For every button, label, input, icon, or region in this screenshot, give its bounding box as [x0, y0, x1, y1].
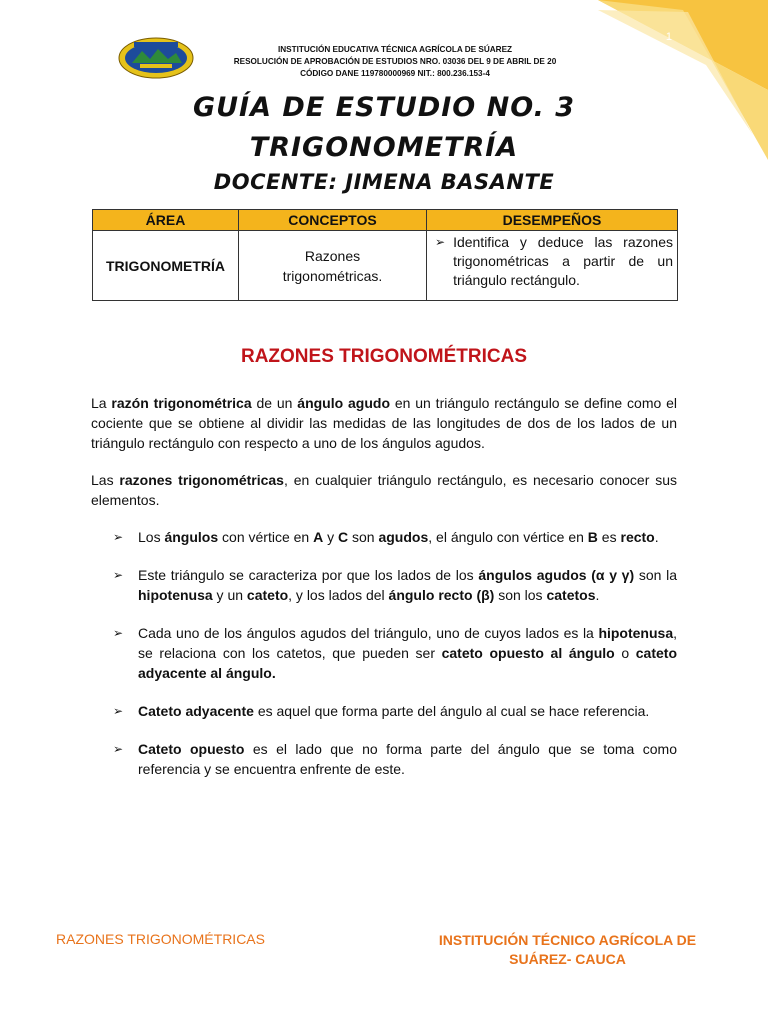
- header-concepts: CONCEPTOS: [239, 210, 427, 231]
- cell-performance: [427, 231, 678, 301]
- teacher-title: DOCENTE: JIMENA BASANTE: [213, 170, 555, 194]
- list-item: ➢ Cateto adyacente es aquel que forma parte del ángulo al cual se hace referencia.: [113, 703, 650, 719]
- footer-institution: INSTITUCIÓN TÉCNICO AGRÍCOLA DE SUÁREZ- CAUCA: [438, 932, 697, 967]
- arrow-bullet-icon: ➢: [113, 530, 124, 544]
- institution-code: CÓDIGO DANE 119780000969 NIT.: 800.236.153-4: [300, 69, 490, 78]
- page-number: 1: [665, 31, 672, 43]
- cell-area: TRIGONOMETRÍA: [93, 231, 239, 301]
- info-table-row: [93, 231, 678, 301]
- arrow-bullet-icon: ➢: [113, 742, 124, 756]
- arrow-bullet-icon: ➢: [113, 704, 124, 718]
- guide-title: GUÍA DE ESTUDIO NO. 3: [192, 92, 576, 123]
- list-item: ➢ Cada uno de los ángulos agudos del triángulo, uno de cuyos lados es la hipotenusa, se relaciona con los catetos, que pueden ser cateto opuesto al ángulo o cateto adyacente al ángulo.: [113, 625, 677, 681]
- list-item: ➢ Los ángulos con vértice en A y C son agudos, el ángulo con vértice en B es recto.: [113, 529, 659, 545]
- header-area: ÁREA: [93, 210, 239, 231]
- elements-list: [91, 527, 677, 779]
- list-item: ➢ Este triángulo se caracteriza por que los lados de los ángulos agudos (α y γ) son la hipotenusa y un cateto, y los lados del ángulo recto (β) son los catetos.: [113, 567, 678, 603]
- arrow-bullet-icon: ➢: [435, 235, 446, 249]
- institution-resolution: RESOLUCIÓN DE APROBACIÓN DE ESTUDIOS NRO. 03036 DEL 9 DE ABRIL DE 20: [233, 57, 557, 66]
- arrow-bullet-icon: ➢: [113, 568, 124, 582]
- cell-concepts: [239, 231, 427, 301]
- info-table-header: [93, 210, 678, 231]
- concepts-text: Razones trigonométricas.: [282, 247, 383, 284]
- info-table: [92, 209, 678, 301]
- arrow-bullet-icon: ➢: [113, 626, 124, 640]
- header-performance: DESEMPEÑOS: [427, 210, 678, 231]
- elements-paragraph: Las razones trigonométricas, en cualquier triángulo rectángulo, es necesario conocer sus elementos.: [91, 472, 677, 508]
- performance-text: Identifica y deduce las razones trigonométricas a partir de un triángulo rectángulo.: [453, 234, 673, 288]
- definition-paragraph: La razón trigonométrica de un ángulo agudo en un triángulo rectángulo se define como el cociente que se obtiene al dividir las medidas de las longitudes de dos de los lados de un triángulo rectángulo con respecto a uno de los ángulos agudos.: [91, 395, 678, 451]
- performance-item: [435, 231, 673, 300]
- subject-title: TRIGONOMETRÍA: [249, 132, 519, 163]
- footer-topic: RAZONES TRIGONOMÉTRICAS: [56, 931, 265, 947]
- list-item: ➢ Cateto opuesto es el lado que no forma parte del ángulo que se toma como referencia y se encuentra enfrente de este.: [113, 741, 678, 777]
- institution-header: [180, 44, 610, 80]
- section-title: RAZONES TRIGONOMÉTRICAS: [240, 346, 528, 367]
- institution-name: INSTITUCIÓN EDUCATIVA TÉCNICA AGRÍCOLA DE SÚAREZ: [277, 45, 513, 54]
